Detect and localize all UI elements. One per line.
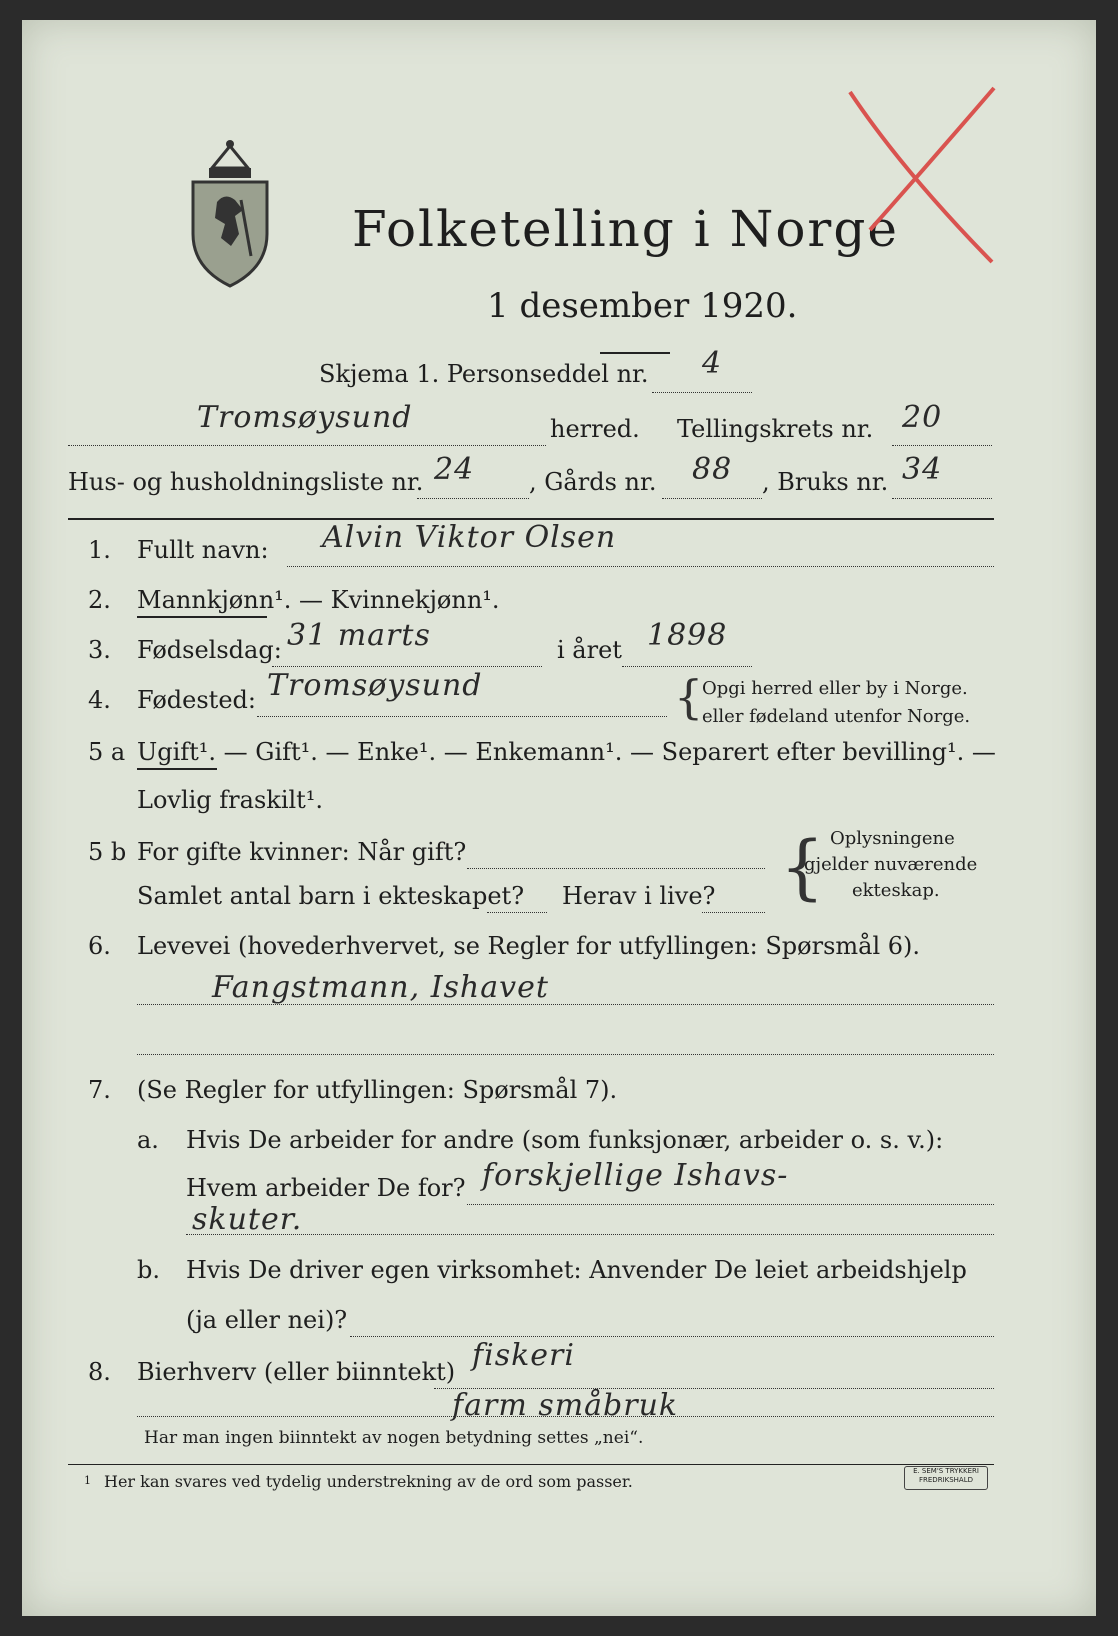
hus-label: Hus- og husholdningsliste nr. bbox=[68, 468, 424, 496]
q8-line-2 bbox=[137, 1416, 994, 1417]
red-cross-mark-icon bbox=[842, 80, 1002, 270]
q5b-note-3: ekteskap. bbox=[852, 880, 940, 901]
q4-brace: { bbox=[674, 670, 704, 724]
q2-underline-mannkjonn bbox=[137, 616, 267, 618]
q7-label: (Se Regler for utfyllingen: Spørsmål 7). bbox=[137, 1076, 618, 1104]
q6-label: Levevei (hovederhvervet, se Regler for utfyllingen: Spørsmål 6). bbox=[137, 932, 921, 960]
q3-line bbox=[272, 666, 542, 667]
coat-of-arms-icon bbox=[187, 138, 273, 288]
q3-label: Fødselsdag: bbox=[137, 636, 282, 664]
census-form bbox=[22, 20, 1096, 1616]
footnote-rule bbox=[68, 1464, 994, 1465]
q7-number: 7. bbox=[88, 1076, 111, 1104]
q8-note: Har man ingen biinntekt av nogen betydning settes „nei“. bbox=[144, 1428, 644, 1448]
q7a-employer-value: forskjellige Ishavs- bbox=[482, 1158, 789, 1193]
q8-label: Bierhverv (eller biinntekt) bbox=[137, 1358, 456, 1386]
gards-line bbox=[662, 498, 762, 499]
q6-number: 6. bbox=[88, 932, 111, 960]
q7a-label: Hvis De arbeider for andre (som funksjonær, arbeider o. s. v.): bbox=[186, 1126, 944, 1154]
q5b-children-line bbox=[487, 912, 547, 913]
q7b-letter: b. bbox=[137, 1256, 160, 1284]
q5a-underline-ugift bbox=[137, 768, 217, 770]
bruks-value: 34 bbox=[902, 452, 943, 487]
q5b-brace: { bbox=[780, 826, 825, 908]
q7b-label-2: (ja eller nei)? bbox=[186, 1306, 348, 1334]
q8-number: 8. bbox=[88, 1358, 111, 1386]
q6-line-2 bbox=[137, 1054, 994, 1055]
q5a-label: Ugift¹. — Gift¹. — Enke¹. — Enkemann¹. — Separert efter bevilling¹. — bbox=[137, 738, 996, 766]
q7a-letter: a. bbox=[137, 1126, 159, 1154]
footnote-mark: 1 bbox=[84, 1474, 91, 1487]
q4-note-1: Opgi herred eller by i Norge. bbox=[702, 678, 968, 699]
skjema-label: Skjema 1. Personseddel nr. bbox=[319, 360, 649, 388]
bruks-line bbox=[892, 498, 992, 499]
q7a-line-1 bbox=[467, 1204, 994, 1205]
q3-year-value: 1898 bbox=[647, 618, 728, 653]
q8-side-income-value-2: farm småbruk bbox=[452, 1388, 679, 1423]
q5b-alive-line bbox=[702, 912, 765, 913]
gards-value: 88 bbox=[692, 452, 733, 487]
q1-label: Fullt navn: bbox=[137, 536, 269, 564]
q3-year-line bbox=[622, 666, 752, 667]
q5a-label-2: Lovlig fraskilt¹. bbox=[137, 786, 324, 814]
q2-number: 2. bbox=[88, 586, 111, 614]
title-divider bbox=[600, 352, 670, 354]
q3-number: 3. bbox=[88, 636, 111, 664]
q5b-number: 5 b bbox=[88, 838, 127, 866]
tellingskrets-value: 20 bbox=[902, 400, 943, 435]
gards-label: , Gårds nr. bbox=[529, 468, 657, 496]
hus-value: 24 bbox=[434, 452, 475, 487]
q5b-note-1: Oplysningene bbox=[830, 828, 955, 849]
q6-occupation-value: Fangstmann, Ishavet bbox=[212, 970, 549, 1005]
personseddel-number: 4 bbox=[702, 346, 723, 381]
herred-line bbox=[68, 445, 546, 446]
q5b-note-2: gjelder nuværende bbox=[804, 854, 978, 875]
q5b-label: For gifte kvinner: Når gift? bbox=[137, 838, 467, 866]
q8-side-income-value: fiskeri bbox=[472, 1338, 575, 1373]
q5a-number: 5 a bbox=[88, 738, 126, 766]
personseddel-line bbox=[652, 392, 752, 393]
herred-label: herred. bbox=[550, 415, 640, 443]
q7a-line-2 bbox=[186, 1234, 994, 1235]
q4-label: Fødested: bbox=[137, 686, 256, 714]
q5b-label-2: Samlet antal barn i ekteskapet? bbox=[137, 882, 525, 910]
bruks-label: , Bruks nr. bbox=[762, 468, 889, 496]
hus-line bbox=[417, 498, 529, 499]
q4-birthplace-value: Tromsøysund bbox=[267, 668, 483, 703]
tellingskrets-line bbox=[892, 445, 992, 446]
q3-birthday-value: 31 marts bbox=[287, 618, 431, 653]
q1-number: 1. bbox=[88, 536, 111, 564]
q1-line bbox=[287, 566, 994, 567]
tellingskrets-label: Tellingskrets nr. bbox=[677, 415, 874, 443]
q2-label: Mannkjønn¹. — Kvinnekjønn¹. bbox=[137, 586, 500, 614]
q4-note-2: eller fødeland utenfor Norge. bbox=[702, 706, 971, 727]
q6-line-1 bbox=[137, 1004, 994, 1005]
footnote-text: Her kan svares ved tydelig understrekning av de ord som passer. bbox=[104, 1472, 633, 1491]
form-title: Folketelling i Norge bbox=[352, 200, 899, 258]
q1-full-name-value: Alvin Viktor Olsen bbox=[322, 520, 617, 555]
herred-value: Tromsøysund bbox=[197, 400, 413, 435]
q4-number: 4. bbox=[88, 686, 111, 714]
q7a-label-2: Hvem arbeider De for? bbox=[186, 1174, 466, 1202]
q7a-employer-value-2: skuter. bbox=[192, 1202, 303, 1237]
q7b-line bbox=[350, 1336, 994, 1337]
census-date: 1 desember 1920. bbox=[487, 286, 798, 326]
printer-stamp: E. SEM'S TRYKKERI FREDRIKSHALD bbox=[904, 1466, 988, 1490]
q7b-label: Hvis De driver egen virksomhet: Anvender De leiet arbeidshjelp bbox=[186, 1256, 967, 1284]
q3-year-label: i året bbox=[557, 636, 622, 664]
q5b-married-line bbox=[467, 868, 765, 869]
q4-line bbox=[257, 716, 667, 717]
q5b-label-3: Herav i live? bbox=[562, 882, 716, 910]
